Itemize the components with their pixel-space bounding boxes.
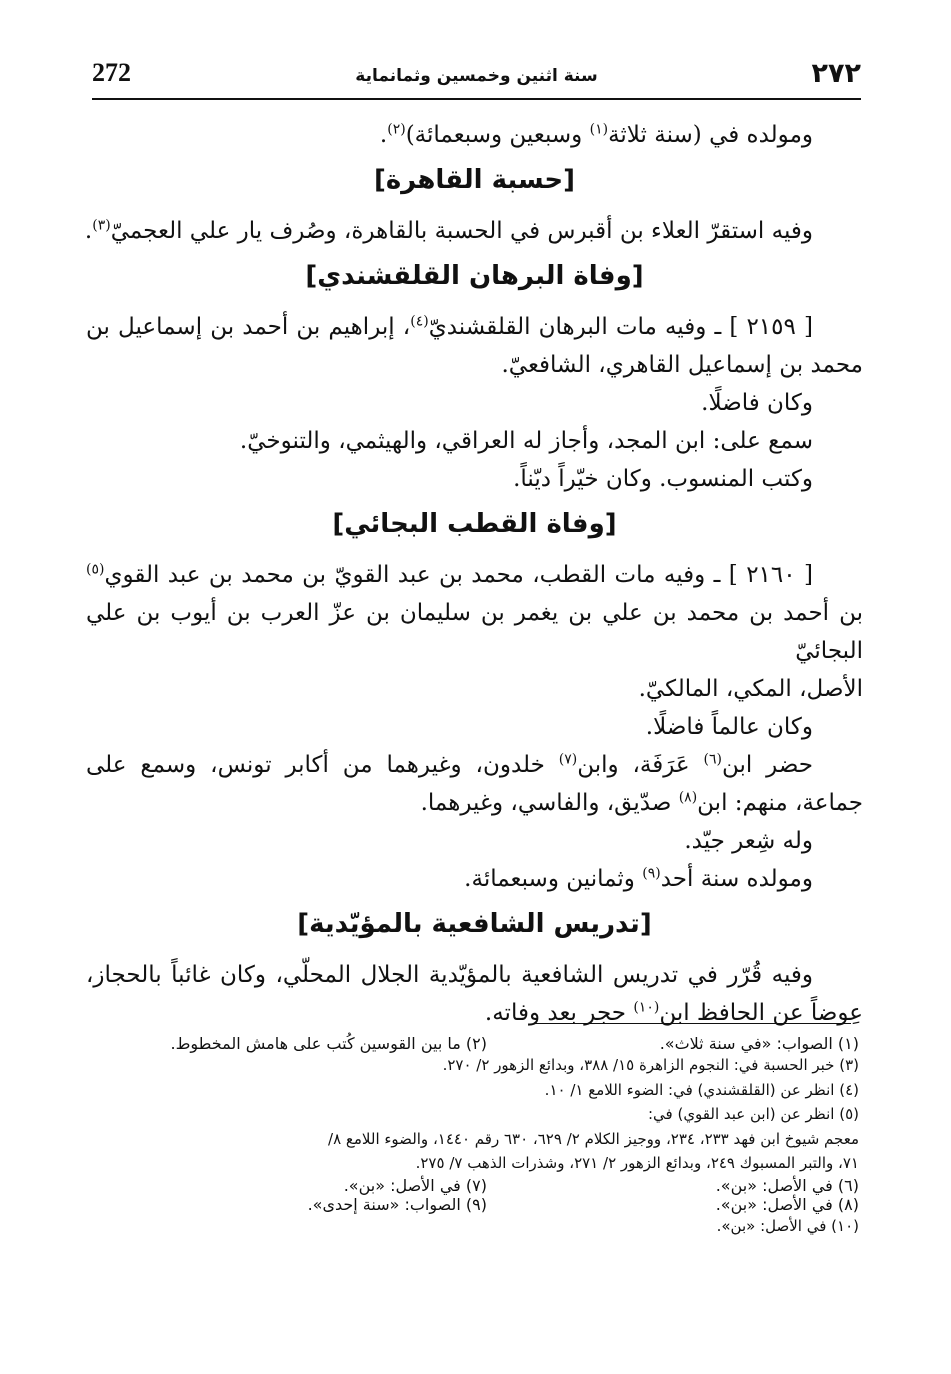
running-title: سنة اثنين وخمسين وثمانماية [355,66,598,86]
footnote-ref: (٦) [703,751,722,768]
text-line: الأصل، المكي، المالكيّ. [638,676,863,702]
text-line: وفيه قُرّر في تدريس الشافعية بالمؤيّدية الجلال المحلّي، وكان غائباً بالحجاز، [86,962,813,988]
section-heading: [حسبة القاهرة] [373,165,576,195]
page-number-latin: 272 [92,58,131,87]
footnote: (٨) في الأصل: «بن». [715,1194,859,1214]
footnote-ref: (٩) [642,865,661,882]
text-line: وكتب المنسوب. وكان خيّراً ديّناً. [513,466,813,492]
text-line: بن أحمد بن محمد بن علي بن يغمر بن سليمان بن عزّ العرب بن أيوب بن علي البجائيّ [86,600,863,664]
text-line: وله شِعر جيّد. [684,828,813,854]
footnote-continuation: ٧١، والتبر المسبوك ٢٤٩، وبدائع الزهور ٢/ ٢٧١، وشذرات الذهب ٧/ ٢٧٥. [415,1154,859,1172]
footnote: (١) الصواب: «في سنة ثلاث». [659,1034,859,1053]
main-text [86,116,863,1032]
text-line: حضر ابن$^{(٦)}$ عَرَفَة، وابن$^{(٧)}$ خلدون، وغيرهما من أكابر تونس، وسمع على [86,751,814,778]
footnote: (١٠) في الأصل: «بن». [716,1216,859,1235]
running-header [92,58,861,94]
footnote-ref: (٧) [558,751,578,768]
footnote: (٥) انظر عن (ابن عبد القوي) في: [647,1105,859,1123]
text-line: عِوضاً عن الحافظ ابن$^{(١٠)}$ حجر بعد وفاته. [484,999,863,1026]
footnote-row [86,1176,859,1195]
page-number-arabic: ٢٧٢ [811,58,861,89]
footnote-continuation: معجم شيوخ ابن فهد ٢٣٣، ٢٣٤، ووجيز الكلام ٢/ ٦٢٩، ٦٣٠ رقم ١٤٤٠، والضوء اللامع ٨/ [328,1129,859,1148]
footnote-row [86,1195,859,1214]
footnote-rule [533,1023,851,1024]
footnote-ref: (١) [589,121,609,138]
text-line: [ ٢١٥٩ ] ـ وفيه مات البرهان القلقشنديّ$^{(٤)}$، إبراهيم بن أحمد بن إسماعيل بن [86,313,813,340]
footnote-ref: (١٠) [633,999,660,1016]
text-line: جماعة، منهم: ابن$^{(٨)}$ صدّيق، والفاسي، وغيرهما. [420,789,863,816]
footnote: (٣) خبر الحسبة في: النجوم الزاهرة ١٥/ ٣٨٨، وبدائع الزهور ٢/ ٢٧٠. [442,1056,859,1074]
text-line: وكان فاضلًا. [701,390,813,416]
footnotes [86,1034,859,1238]
footnote-ref: (٥) [86,561,105,578]
footnote-row [86,1034,859,1053]
text-line: سمع على: ابن المجد، وأجاز له العراقي، والهيثمي، والتنوخيّ. [239,428,813,454]
header-rule [92,98,861,100]
footnote-ref: (٨) [678,789,698,806]
footnote-ref: (٢) [387,121,406,138]
text-line: وكان عالماً فاضلًا. [645,714,813,740]
footnote-ref: (٤) [410,313,429,330]
footnote: (٢) ما بين القوسين كُتب على هامش المخطوط. [170,1034,487,1053]
footnote: (٦) في الأصل: «بن». [715,1175,859,1195]
footnote: (٩) الصواب: «سنة إحدى». [307,1194,487,1214]
section-heading: [تدريس الشافعية بالمؤيّدية] [297,909,652,939]
footnote: (٧) في الأصل: «بن». [343,1175,487,1195]
section-heading: [وفاة البرهان القلقشندي] [305,261,644,291]
footnote-ref: (٣) [92,217,111,234]
text-line: محمد بن إسماعيل القاهري، الشافعيّ. [501,352,863,378]
text-line: ومولده في (سنة ثلاثة$^{(١)}$ وسبعين وسبعمائة)$^{(٢)}$. [379,121,813,148]
text-line: [ ٢١٦٠ ] ـ وفيه مات القطب، محمد بن عبد القويّ بن محمد بن عبد القوي$^{(٥)}$ [86,561,814,588]
footnote: (٤) انظر عن (القلقشندي) في: الضوء اللامع ١/ ١٠. [544,1080,859,1099]
section-heading: [وفاة القطب البجائي] [332,509,617,539]
text-line: وفيه استقرّ العلاء بن أقبرس في الحسبة بالقاهرة، وصُرف يار علي العجميّ$^{(٣)}$. [84,217,813,244]
text-line: ومولده سنة أحد$^{(٩)}$ وثمانين وسبعمائة. [464,865,813,892]
